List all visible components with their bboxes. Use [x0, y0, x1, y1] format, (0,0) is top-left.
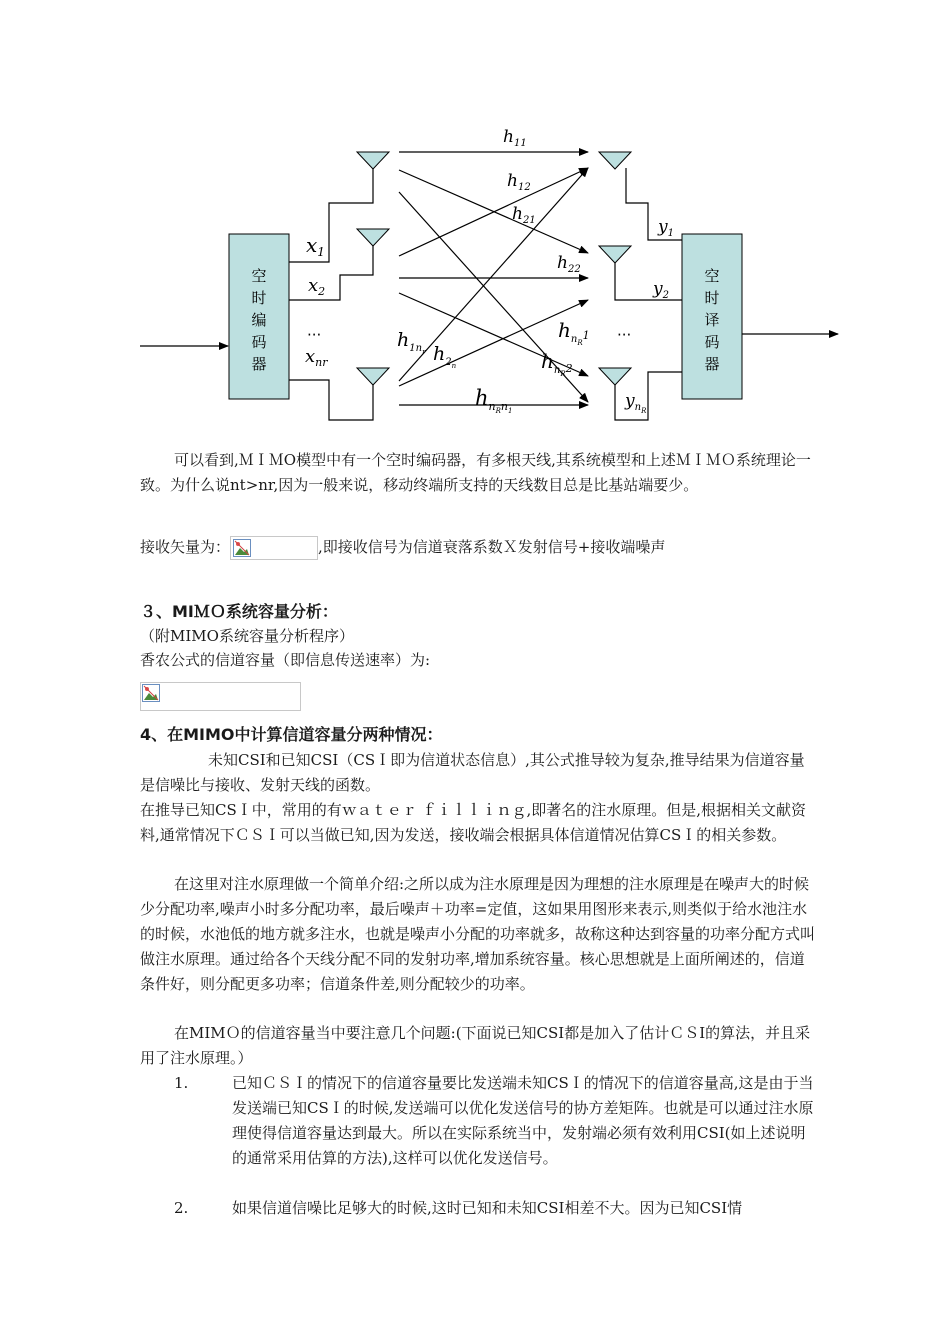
tx-antenna-1	[357, 152, 389, 169]
paragraph-csi-cases: 未知CSI和已知CSI（CSＩ即为信道状态信息）,其公式推导较为复杂,推导结果为信道容量是信噪比与接收、发射天线的函数。	[140, 751, 805, 794]
receive-vector-suffix: ,即接收信号为信道衰落系数Ｘ发射信号+接收端噪声	[318, 538, 666, 556]
label-hnRn1: $h_nRn1$	[475, 386, 513, 415]
label-ynr: $y_nR$	[625, 391, 647, 415]
rx-antenna-2	[599, 246, 631, 263]
label-hnR1: $h_nR^1$	[558, 318, 590, 347]
shannon-formula-image-placeholder	[140, 682, 301, 711]
encoder-char: 空	[251, 267, 267, 285]
paragraph-shannon: 香农公式的信道容量（即信息传送速率）为:	[140, 651, 431, 669]
tx-feed-nr	[289, 380, 373, 420]
decoder-char: 译	[704, 311, 720, 329]
decoder-char: 器	[704, 355, 720, 373]
rx-feed-2	[615, 263, 682, 300]
label-h1nr: $h_{1n}r$	[397, 329, 426, 356]
receive-vector-prefix: 接收矢量为：	[140, 538, 231, 556]
broken-image-icon	[142, 684, 160, 702]
label-y2: $y_2$	[653, 279, 669, 301]
label-h12: $h_{12}$	[507, 171, 531, 193]
paragraph-water-filling-intro: 在这里对注水原理做一个简单介绍:之所以成为注水原理是因为理想的注水原理是在噪声大的时候少分配功率,噪声小时多分配功率，最后噪声＋功率=定值，这如果用图形来表示,则类似于给水池注水的时候，水池低的地方就多注水，也就是噪声小分配的功率就多，故称这种达到容量的功率分配方式叫做注水原理。通过给各个天线分配不同的发射功率,增加系统容量。核心思想就是上面所阐述的，信道条件好，则分配更多功率；信道条件差,则分配较少的功率。	[140, 875, 816, 993]
tx-antenna-2	[357, 229, 389, 246]
rx-antenna-nr	[599, 368, 631, 385]
label-x1: $x_1$	[306, 233, 325, 259]
note-program: （附MIMO系统容量分析程序）	[140, 627, 354, 645]
label-x2: $x_2$	[308, 275, 326, 298]
paragraph-mimo-model: 可以看到,ＭＩＭO模型中有一个空时编码器，有多根天线,其系统模型和上述ＭＩＭＯ系统理论一致。为什么说nt>nr,因为一般来说，移动终端所支持的天线数目总是比基站端要少。	[140, 451, 811, 494]
section-heading-4: 4、在MIMO中计算信道容量分两种情况：	[140, 725, 443, 744]
label-xnr: $x_{nr}$	[305, 346, 328, 369]
channel-line	[399, 168, 588, 256]
tx-dots: ···	[307, 326, 322, 344]
mimo-system-diagram	[0, 0, 950, 440]
tx-feed-1	[289, 168, 373, 262]
list-text: 已知ＣＳＩ的情况下的信道容量要比发送端未知CSＩ的情况下的信道容量高,这是由于当发送端已知CSＩ的时候,发送端可以优化发送信号的协方差矩阵。也就是可以通过注水原理使得信道容量达到最大。所以在实际系统当中，发射端必须有效利用CSI(如上述说明的通常采用估算的方法),这样可以优化发送信号。	[232, 1074, 814, 1167]
tx-feed-2	[289, 244, 373, 300]
encoder-char: 码	[251, 333, 267, 351]
label-y1: $y_1$	[658, 217, 674, 239]
encoder-char: 器	[251, 355, 267, 373]
broken-image-icon	[233, 539, 251, 557]
section-heading-3: ３、MIＭＯ系统容量分析：	[140, 602, 338, 621]
tx-antenna-nr	[357, 368, 389, 385]
channel-line	[399, 168, 588, 381]
decoder-char: 时	[704, 289, 720, 307]
list-number: 2.	[174, 1199, 189, 1217]
rx-dots: ···	[617, 326, 632, 344]
paragraph-capacity-issues: 在MIMＯ的信道容量当中要注意几个问题:(下面说已知CSI都是加入了估计ＣＳI的算法，并且采用了注水原理。）	[140, 1024, 811, 1067]
label-h2nr: $h_2n$	[433, 343, 457, 370]
label-h21: $h_{21}$	[512, 204, 536, 226]
formula-image-placeholder	[230, 536, 318, 560]
label-h11: $h_{11}$	[503, 127, 527, 149]
decoder-char: 码	[704, 333, 720, 351]
label-h22: $h_{22}$	[557, 253, 581, 275]
decoder-char: 空	[704, 267, 720, 285]
label-hnR2: $h_nR^2$	[541, 349, 573, 378]
paragraph-receive-vector	[140, 535, 815, 560]
encoder-char: 时	[251, 289, 267, 307]
list-number: 1.	[174, 1074, 189, 1092]
paragraph-water-filling: 在推导已知CSＩ中，常用的有ｗａｔｅｒ ｆｉｌｌｉｎｇ,即著名的注水原理。但是,根据相关文献资料,通常情况下ＣＳＩ可以当做已知,因为发送，接收端会根据具体信道情况估算CSＩ的相关参数。	[140, 801, 807, 844]
encoder-char: 编	[251, 311, 267, 329]
list-text: 如果信道信噪比足够大的时候,这时已知和未知CSI相差不大。因为已知CSI情	[232, 1199, 743, 1217]
rx-antenna-1	[599, 152, 631, 169]
